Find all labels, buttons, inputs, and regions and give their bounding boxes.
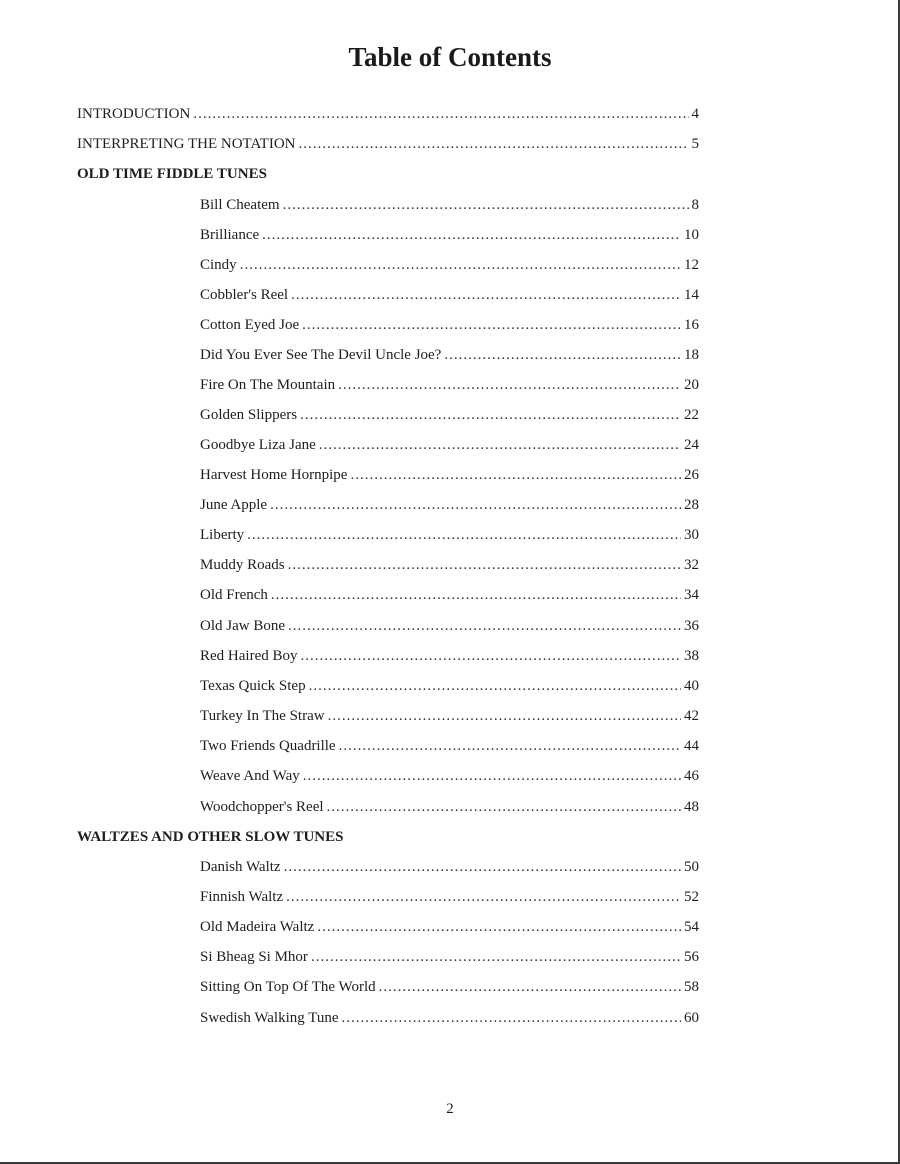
- dot-leader: [339, 736, 681, 756]
- toc-entry-label: Harvest Home Hornpipe: [200, 467, 348, 483]
- page-number: 2: [446, 1101, 454, 1117]
- toc-entry-page: 10: [684, 227, 699, 243]
- dot-leader: [288, 555, 681, 575]
- toc-entry-page: 30: [684, 527, 699, 543]
- toc-entry[interactable]: [200, 585, 699, 605]
- toc-entry-label: Muddy Roads: [200, 557, 285, 573]
- toc-entry-page: 22: [684, 407, 699, 423]
- dot-leader: [193, 104, 688, 124]
- toc-entry-page: 4: [691, 106, 699, 122]
- toc-entry-page: 48: [684, 799, 699, 815]
- toc-entry-page: 42: [684, 708, 699, 724]
- toc-entry[interactable]: [200, 797, 699, 817]
- toc-entry-page: 8: [691, 197, 699, 213]
- toc-entry-label: Cobbler's Reel: [200, 287, 289, 303]
- toc-entry[interactable]: [200, 857, 699, 877]
- toc-entry-label: Old French: [200, 587, 268, 603]
- dot-leader: [283, 195, 689, 215]
- toc-entry-page: 56: [684, 949, 699, 965]
- toc-entry[interactable]: [200, 887, 699, 907]
- toc-entry[interactable]: [200, 525, 699, 545]
- toc-entry[interactable]: [200, 766, 699, 786]
- toc-entry-label: Cindy: [200, 257, 237, 273]
- toc-entry-label: Liberty: [200, 527, 245, 543]
- dot-leader: [317, 917, 681, 937]
- dot-leader: [309, 676, 681, 696]
- toc-entry[interactable]: [200, 736, 699, 756]
- toc-entry[interactable]: [200, 646, 699, 666]
- toc-entry[interactable]: [200, 676, 699, 696]
- toc-entry[interactable]: [200, 435, 699, 455]
- section-heading-old-time-fiddle-tunes: OLD TIME FIDDLE TUNES: [77, 166, 267, 182]
- toc-entry-page: 5: [691, 136, 699, 152]
- toc-entry-label: Goodbye Liza Jane: [200, 437, 316, 453]
- toc-entry-interpreting-the-notation[interactable]: [77, 134, 699, 154]
- toc-entry-page: 40: [684, 678, 699, 694]
- dot-leader: [350, 465, 681, 485]
- toc-entry[interactable]: [200, 195, 699, 215]
- dot-leader: [328, 706, 681, 726]
- toc-entry-page: 12: [684, 257, 699, 273]
- toc-entry-label: INTRODUCTION: [77, 106, 191, 122]
- dot-leader: [342, 1008, 681, 1028]
- dot-leader: [379, 977, 681, 997]
- toc-entry-page: 58: [684, 979, 699, 995]
- toc-entry[interactable]: [200, 405, 699, 425]
- toc-entry-label: Old Madeira Waltz: [200, 919, 315, 935]
- toc-entry-label: Swedish Walking Tune: [200, 1010, 339, 1026]
- toc-entry-page: 28: [684, 497, 699, 513]
- dot-leader: [300, 405, 681, 425]
- dot-leader: [338, 375, 681, 395]
- dot-leader: [299, 134, 689, 154]
- dot-leader: [247, 525, 681, 545]
- dot-leader: [444, 345, 681, 365]
- toc-entry-page: 14: [684, 287, 699, 303]
- toc-entry-label: Turkey In The Straw: [200, 708, 325, 724]
- dot-leader: [284, 857, 681, 877]
- toc-entry-label: Fire On The Mountain: [200, 377, 336, 393]
- toc-entry-page: 18: [684, 347, 699, 363]
- toc-entry-label: Red Haired Boy: [200, 648, 298, 664]
- dot-leader: [302, 315, 681, 335]
- toc-entry[interactable]: [200, 495, 699, 515]
- dot-leader: [303, 766, 681, 786]
- toc-entry-page: 32: [684, 557, 699, 573]
- toc-entry-label: Old Jaw Bone: [200, 618, 285, 634]
- dot-leader: [311, 947, 681, 967]
- toc-entry-label: June Apple: [200, 497, 268, 513]
- toc-entry-label: Did You Ever See The Devil Uncle Joe?: [200, 347, 442, 363]
- dot-leader: [288, 616, 681, 636]
- dot-leader: [327, 797, 681, 817]
- toc-entry-label: Golden Slippers: [200, 407, 298, 423]
- section-heading-waltzes-and-other-slow-tunes: WALTZES AND OTHER SLOW TUNES: [77, 829, 344, 845]
- toc-entry[interactable]: [200, 285, 699, 305]
- toc-entry[interactable]: [200, 555, 699, 575]
- toc-entry-label: INTERPRETING THE NOTATION: [77, 136, 296, 152]
- toc-entry-page: 60: [684, 1010, 699, 1026]
- dot-leader: [291, 285, 681, 305]
- dot-leader: [262, 225, 681, 245]
- toc-entry[interactable]: [200, 947, 699, 967]
- toc-entry-label: Weave And Way: [200, 768, 300, 784]
- toc-entry[interactable]: [200, 225, 699, 245]
- toc-entry[interactable]: [200, 706, 699, 726]
- toc-entry-label: Si Bheag Si Mhor: [200, 949, 308, 965]
- toc-entry[interactable]: [200, 345, 699, 365]
- toc-entry-page: 44: [684, 738, 699, 754]
- toc-entry-label: Cotton Eyed Joe: [200, 317, 300, 333]
- page-title: Table of Contents: [348, 42, 552, 72]
- toc-entry[interactable]: [200, 255, 699, 275]
- toc-entry-page: 26: [684, 467, 699, 483]
- toc-entry-label: Two Friends Quadrille: [200, 738, 336, 754]
- toc-entry-introduction[interactable]: [77, 104, 699, 124]
- toc-entry[interactable]: [200, 315, 699, 335]
- dot-leader: [271, 585, 681, 605]
- toc-entry-page: 46: [684, 768, 699, 784]
- toc-entry[interactable]: [200, 1008, 699, 1028]
- toc-entry-page: 20: [684, 377, 699, 393]
- toc-entry-label: Woodchopper's Reel: [200, 799, 324, 815]
- toc-entry-label: Texas Quick Step: [200, 678, 306, 694]
- toc-entry-page: 34: [684, 587, 699, 603]
- dot-leader: [240, 255, 681, 275]
- dot-leader: [286, 887, 681, 907]
- toc-entry-page: 36: [684, 618, 699, 634]
- toc-entry-label: Bill Cheatem: [200, 197, 280, 213]
- toc-entry-page: 16: [684, 317, 699, 333]
- toc-entry-label: Brilliance: [200, 227, 260, 243]
- toc-entry[interactable]: [200, 977, 699, 997]
- toc-entry-label: Finnish Waltz: [200, 889, 284, 905]
- toc-entry-label: Danish Waltz: [200, 859, 281, 875]
- dot-leader: [270, 495, 681, 515]
- dot-leader: [300, 646, 681, 666]
- toc-entry[interactable]: [200, 465, 699, 485]
- toc-entry-label: Sitting On Top Of The World: [200, 979, 376, 995]
- toc-entry[interactable]: [200, 917, 699, 937]
- toc-entry-page: 52: [684, 889, 699, 905]
- toc-entry[interactable]: [200, 616, 699, 636]
- dot-leader: [319, 435, 681, 455]
- toc-entry-page: 50: [684, 859, 699, 875]
- toc-entry-page: 24: [684, 437, 699, 453]
- toc-entry-page: 38: [684, 648, 699, 664]
- toc-entry[interactable]: [200, 375, 699, 395]
- toc-entry-page: 54: [684, 919, 699, 935]
